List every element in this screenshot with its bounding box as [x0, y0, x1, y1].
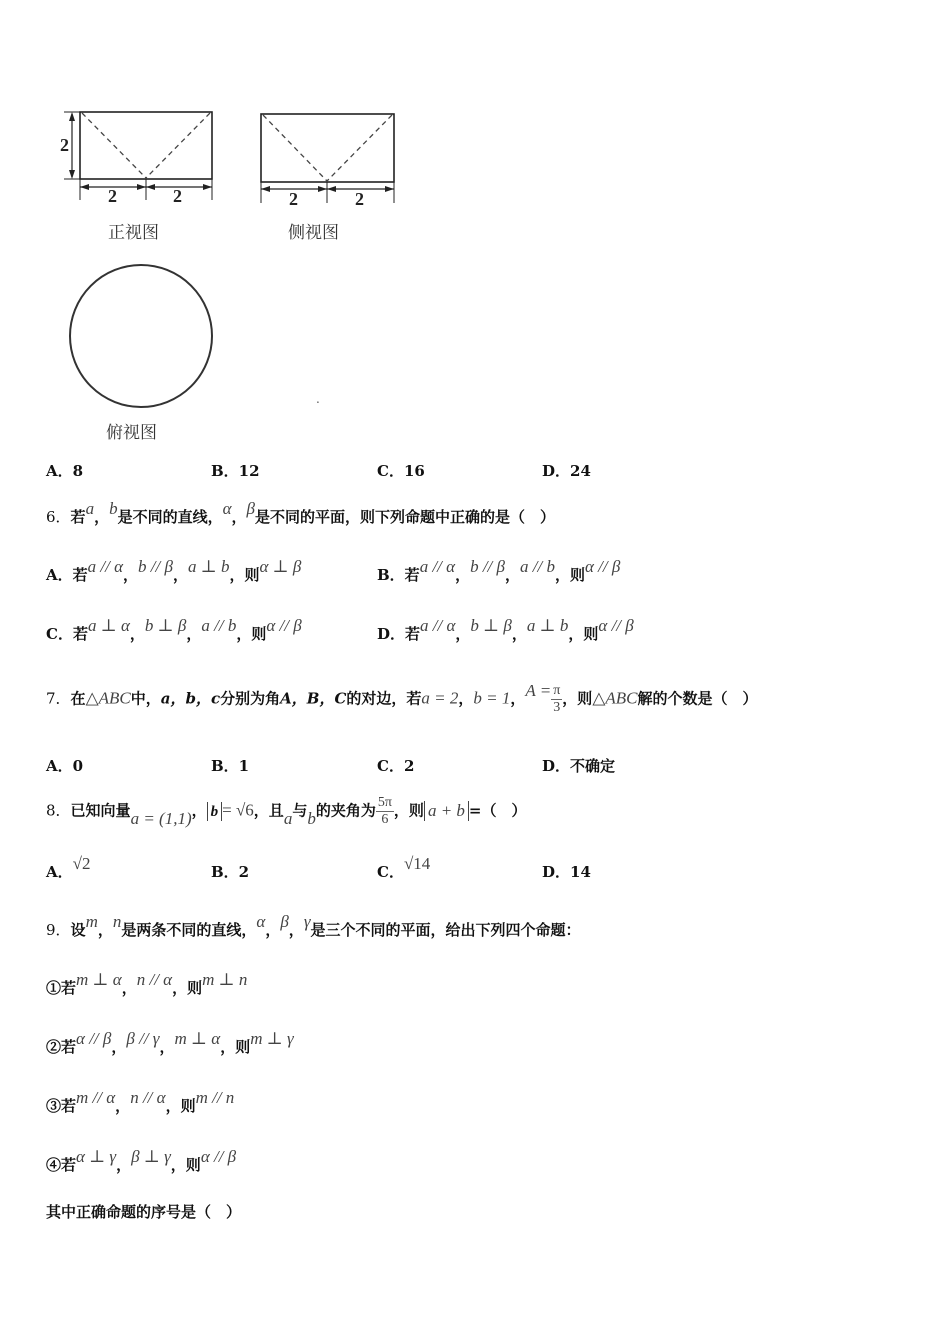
q6-sym-a: a — [85, 499, 95, 518]
three-view-figure — [0, 0, 440, 445]
text: 在 — [70, 689, 86, 708]
text: ， — [510, 689, 526, 708]
q5-option-d: D．24 — [542, 462, 591, 480]
text: 已知向量 — [70, 801, 131, 820]
text: 设 — [70, 921, 86, 939]
q9-proposition-2 — [46, 1029, 294, 1057]
math-expr: m ⊥ α — [76, 970, 122, 989]
sep: ， — [121, 979, 137, 997]
math-expr: a = (1,1) — [130, 808, 192, 828]
text: 的夹角为 — [315, 801, 376, 820]
q6-sep: ， — [94, 508, 110, 526]
math-expr: β ⊥ γ — [131, 1147, 171, 1166]
q7-option-b: B．1 — [211, 757, 250, 775]
math-expr: m // α — [76, 1088, 116, 1107]
math-expr: γ — [303, 912, 311, 931]
sep: ， — [186, 625, 202, 643]
sep: ，则 — [568, 625, 599, 643]
sep: ，则 — [170, 1156, 201, 1174]
option-label: A．若 — [46, 566, 88, 584]
q6-number: 6． — [46, 508, 71, 526]
sep: ， — [288, 921, 304, 939]
math-expr: m ⊥ α — [174, 1029, 221, 1048]
sep: ，则 — [172, 979, 203, 997]
math-expr: a = 2 — [421, 688, 459, 708]
fraction-denominator: 3 — [553, 700, 561, 715]
side-view-diagram — [261, 114, 394, 203]
text: ，且 — [253, 801, 284, 820]
side-left-width-label: 2 — [289, 189, 298, 209]
math-expr: a ⊥ b — [187, 557, 230, 576]
proposition-label: ③若 — [46, 1097, 77, 1115]
sep: ， — [511, 625, 527, 643]
abs-value: a + b — [424, 801, 469, 821]
q9-proposition-3 — [46, 1088, 235, 1116]
text: 的对边，若 — [346, 689, 422, 708]
proposition-label: ①若 — [46, 979, 77, 997]
math-expr: a // b — [201, 616, 237, 635]
math-expr: a ⊥ α — [87, 616, 130, 635]
math-expr: b ⊥ β — [144, 616, 187, 635]
q5-option-b: B．12 — [211, 462, 260, 480]
front-view-diagram — [64, 112, 212, 200]
top-view-circle — [70, 265, 212, 407]
sep: ， — [116, 1156, 132, 1174]
q7-stem — [46, 680, 758, 716]
math-expr: m — [85, 912, 98, 931]
q8-option-a — [46, 854, 91, 882]
option-label: C． — [377, 863, 404, 881]
q8-option-d: D．14 — [542, 863, 591, 881]
math-expr: △ABC — [85, 688, 131, 708]
q9-number: 9． — [46, 921, 71, 939]
q6-option-b — [377, 557, 621, 585]
fraction — [376, 795, 394, 828]
sep: ， — [505, 566, 521, 584]
math-expr: a // α — [420, 616, 456, 635]
q7-number: 7． — [46, 689, 71, 708]
sep: ，则 — [236, 625, 267, 643]
math-expr: α — [256, 912, 266, 931]
sep: ， — [129, 625, 145, 643]
stray-dot: . — [316, 392, 320, 406]
q6-sep: ， — [231, 508, 247, 526]
option-label: A． — [46, 863, 73, 881]
sep: ，则 — [165, 1097, 196, 1115]
sep: ， — [111, 1038, 127, 1056]
math-expr: α // β — [200, 1147, 237, 1166]
sep: ， — [172, 566, 188, 584]
fraction-numerator: 5π — [377, 795, 392, 810]
math-expr: √2 — [72, 854, 91, 873]
math-expr: a — [283, 808, 293, 828]
math-expr: a // α — [87, 557, 124, 576]
option-label: C．若 — [46, 625, 88, 643]
proposition-label: ④若 — [46, 1156, 77, 1174]
q8-number: 8． — [46, 801, 71, 820]
top-view-caption: 俯视图 — [106, 423, 157, 443]
text: 是两条不同的直线， — [121, 921, 257, 939]
q9-closing: 其中正确命题的序号是（ ） — [46, 1203, 242, 1221]
sep: ，则 — [554, 566, 585, 584]
text: ，则 — [393, 801, 424, 820]
front-right-width-label: 2 — [173, 186, 182, 206]
math-expr: n // α — [136, 970, 173, 989]
text: A，B，C — [280, 689, 347, 708]
math-expr: √14 — [403, 854, 431, 873]
q9-proposition-4 — [46, 1147, 237, 1175]
math-expr: a // b — [520, 557, 555, 576]
text: a，b，c — [160, 689, 221, 708]
math-expr: A = — [525, 680, 552, 700]
sep: ， — [455, 566, 471, 584]
q8-option-b: B．2 — [211, 863, 250, 881]
q6-stem — [46, 499, 556, 527]
sep: ， — [97, 921, 113, 939]
math-expr: a ⊥ b — [526, 616, 569, 635]
math-expr: m // n — [195, 1088, 235, 1107]
math-expr: α ⊥ β — [259, 557, 302, 576]
text: 是三个不同的平面，给出下列四个命题： — [310, 921, 581, 939]
math-expr: b — [307, 808, 316, 828]
text: 分别为角 — [220, 689, 281, 708]
math-expr: n // α — [130, 1088, 166, 1107]
math-expr: b // β — [470, 557, 505, 576]
front-height-label: 2 — [60, 135, 69, 155]
text: ， — [191, 801, 207, 820]
math-expr: α // β — [76, 1029, 112, 1048]
q8-stem — [46, 795, 527, 828]
text: ，则 — [562, 689, 593, 708]
math-expr: α // β — [598, 616, 634, 635]
sep: ， — [115, 1097, 131, 1115]
q9-proposition-1 — [46, 970, 248, 998]
math-expr: m ⊥ n — [202, 970, 248, 989]
side-view-caption: 侧视图 — [288, 223, 339, 243]
proposition-label: ②若 — [46, 1038, 77, 1056]
sep: ， — [265, 921, 281, 939]
math-expr: b ⊥ β — [470, 616, 512, 635]
front-view-caption: 正视图 — [108, 223, 159, 243]
sep: ， — [455, 625, 471, 643]
q5-option-a: A．8 — [46, 462, 84, 480]
vector-b: b — [210, 803, 219, 820]
q6-stem-text: 若 — [70, 508, 86, 526]
text: 中， — [130, 689, 161, 708]
q7-option-c: C．2 — [377, 757, 415, 775]
text: 解的个数是（ ） — [637, 689, 758, 708]
sep: ，则 — [229, 566, 260, 584]
q8-option-c — [377, 854, 431, 882]
math-expr: b = 1 — [473, 688, 511, 708]
math-expr: a // α — [419, 557, 456, 576]
sep: ， — [123, 566, 139, 584]
q7-option-a: A．0 — [46, 757, 84, 775]
option-label: B．若 — [377, 566, 420, 584]
math-expr: β — [280, 912, 289, 931]
fraction-numerator: π — [553, 683, 561, 698]
fraction-denominator: 6 — [381, 812, 389, 827]
math-expr: α // β — [584, 557, 621, 576]
q6-sym-b: b — [109, 499, 118, 518]
math-expr: α // β — [266, 616, 302, 635]
math-expr: b // β — [138, 557, 173, 576]
abs-value — [207, 802, 223, 821]
math-expr: α ⊥ γ — [76, 1147, 117, 1166]
option-label: D．若 — [377, 625, 421, 643]
fraction — [551, 683, 562, 716]
q6-sym-alpha: α — [222, 499, 232, 518]
side-right-width-label: 2 — [355, 189, 364, 209]
math-expr: m ⊥ γ — [250, 1029, 294, 1048]
q5-option-c: C．16 — [377, 462, 425, 480]
q6-option-c — [46, 616, 302, 644]
sep: ， — [159, 1038, 175, 1056]
q9-stem — [46, 912, 581, 940]
math-expr: n — [112, 912, 122, 931]
q6-stem-text: 是不同的平面，则下列命题中正确的是（ ） — [255, 508, 556, 526]
text: =（ ） — [468, 801, 527, 820]
q6-option-a — [46, 557, 302, 585]
math-expr: = √6 — [222, 800, 254, 820]
front-left-width-label: 2 — [108, 186, 117, 206]
q6-sym-beta: β — [246, 499, 256, 518]
q6-option-d — [377, 616, 634, 644]
math-expr: β // γ — [126, 1029, 160, 1048]
q6-stem-text: 是不同的直线， — [117, 508, 223, 526]
q7-option-d: D．不确定 — [542, 757, 616, 775]
math-expr: △ABC — [592, 688, 638, 708]
sep: ，则 — [220, 1038, 251, 1056]
text: 与 — [292, 801, 308, 820]
text: ， — [458, 689, 474, 708]
